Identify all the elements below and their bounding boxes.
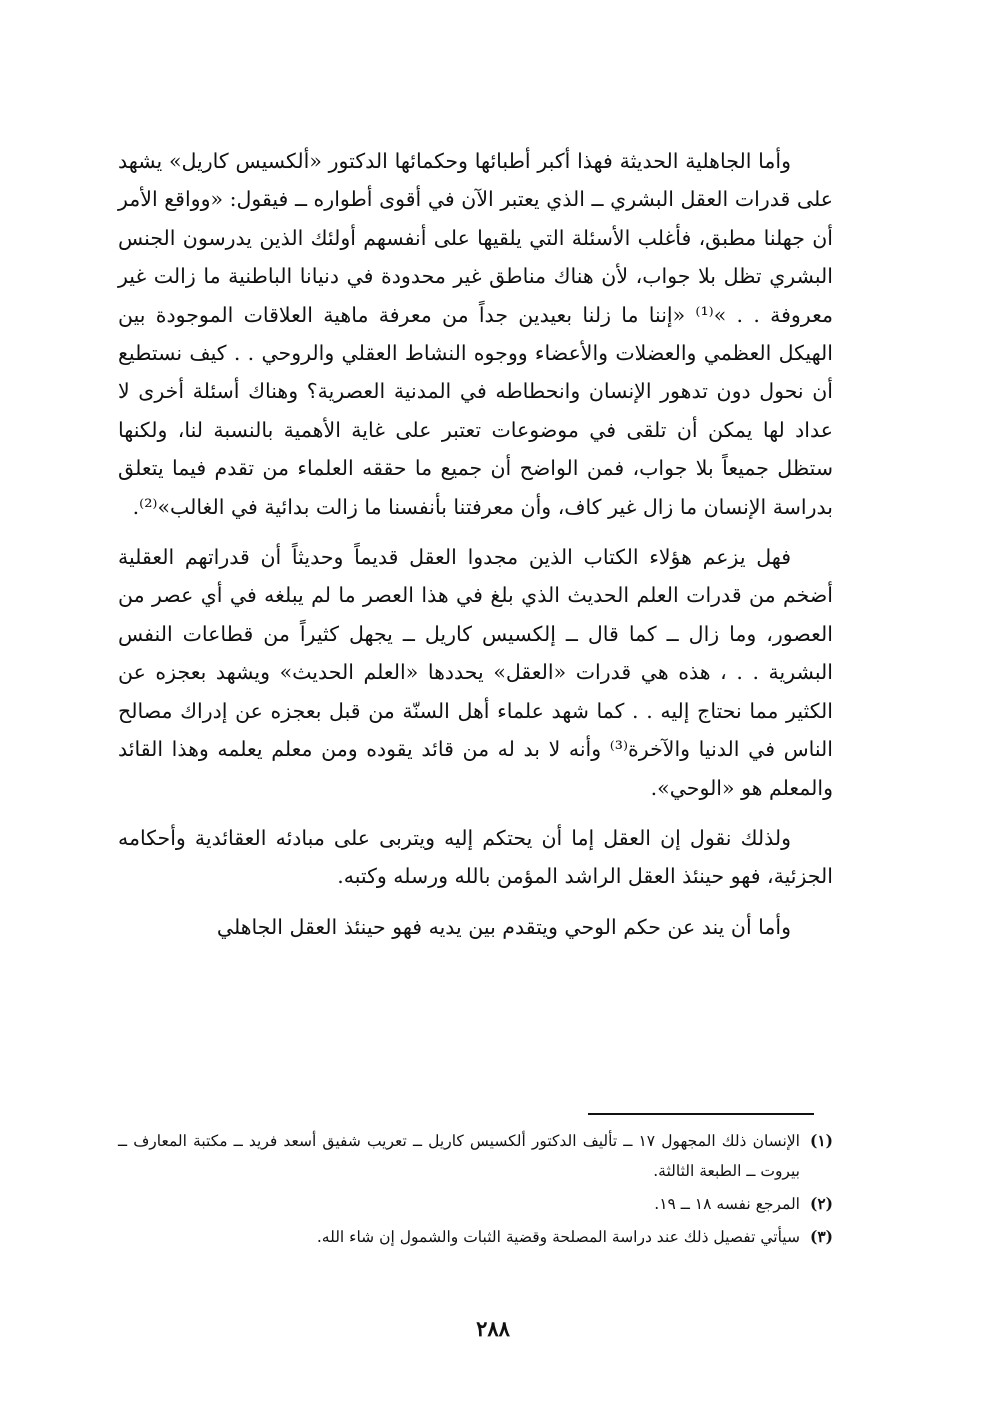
- footnote-2: [118, 1189, 833, 1219]
- footnote-3: [118, 1222, 833, 1252]
- paragraph-2: فهل يزعم هؤلاء الكتاب الذين مجدوا العقل قديماً وحديثاً أن قدراتهم العقلية أضخم من قدرات العلم الحديث الذي بلغ في هذا العصر ما لم يبلغه في أي عصر من العصور، وما زال ــ كما قال ــ إلكسيس كاريل ــ يجهل كثيراً من قطاعات النفس البشرية . . ، هذه هي قدرات «العقل» يحددها «العلم الحديث» ويشهد بعجزه عن الكثير مما نحتاج إليه . . كما شهد علماء أهل السنّة من قبل بعجزه عن إدراك مصالح الناس في الدنيا والآخرة⁽³⁾ وأنه لا بد له من قائد يقوده ومن معلم يعلمه وهذا القائد والمعلم هو «الوحي».: [118, 545, 833, 800]
- paragraph-3: ولذلك نقول إن العقل إما أن يحتكم إليه ويتربى على مبادئه العقائدية وأحكامه الجزئية، فهو حينئذ العقل الراشد المؤمن بالله ورسله وكتبه.: [118, 825, 833, 889]
- footnote-text: سيأتي تفصيل ذلك عند دراسة المصلحة وقضية الثبات والشمول إن شاء الله.: [316, 1228, 800, 1246]
- footnote-number: (٢): [809, 1194, 833, 1213]
- footnote-text: المرجع نفسه ١٨ ــ ١٩.: [654, 1195, 800, 1213]
- footnote-number: (٣): [809, 1227, 833, 1246]
- paragraph-1: وأما الجاهلية الحديثة فهذا أكبر أطبائها وحكمائها الدكتور «ألكسيس كاريل» يشهد على قدرات العقل البشري ــ الذي يعتبر الآن في أقوى أطواره ــ فيقول: «وواقع الأمر أن جهلنا مطبق، فأغلب الأسئلة التي يلقيها على أنفسهم أولئك الذين يدرسون الجنس البشري تظل بلا جواب، لأن هناك مناطق غير محدودة في دنيانا الباطنية ما زالت غير معروفة . . »⁽¹⁾ «إننا ما زلنا بعيدين جداً من معرفة ماهية العلاقات الموجودة بين الهيكل العظمي والعضلات والأعضاء ووجوه النشاط العقلي والروحي . . كيف نستطيع أن نحول دون تدهور الإنسان وانحطاطه في المدنية العصرية؟ وهناك أسئلة أخرى لا عداد لها يمكن أن تلقى في موضوعات تعتبر على غاية الأهمية بالنسبة لنا، ولكنها ستظل جميعاً بلا جواب، فمن الواضح أن جميع ما حققه العلماء من تقدم فيما يتعلق بدراسة الإنسان ما زال غير كاف، وأن معرفتنا بأنفسنا ما زالت بدائية في الغالب»⁽²⁾.: [118, 149, 833, 519]
- main-text: [118, 142, 833, 946]
- page-number: ٢٨٨: [476, 1316, 510, 1341]
- footnotes: [118, 1126, 833, 1255]
- footnote-divider: [588, 1113, 814, 1115]
- paragraph-4: وأما أن يند عن حكم الوحي ويتقدم بين يديه فهو حينئذ العقل الجاهلي: [216, 914, 791, 939]
- footnote-number: (١): [809, 1131, 833, 1150]
- footnote-1: [118, 1126, 833, 1186]
- footnote-text: الإنسان ذلك المجهول ١٧ ــ تأليف الدكتور ألكسيس كاريل ــ تعريب شفيق أسعد فريد ــ مكتبة المعارف ــ بيروت ــ الطبعة الثالثة.: [118, 1132, 800, 1180]
